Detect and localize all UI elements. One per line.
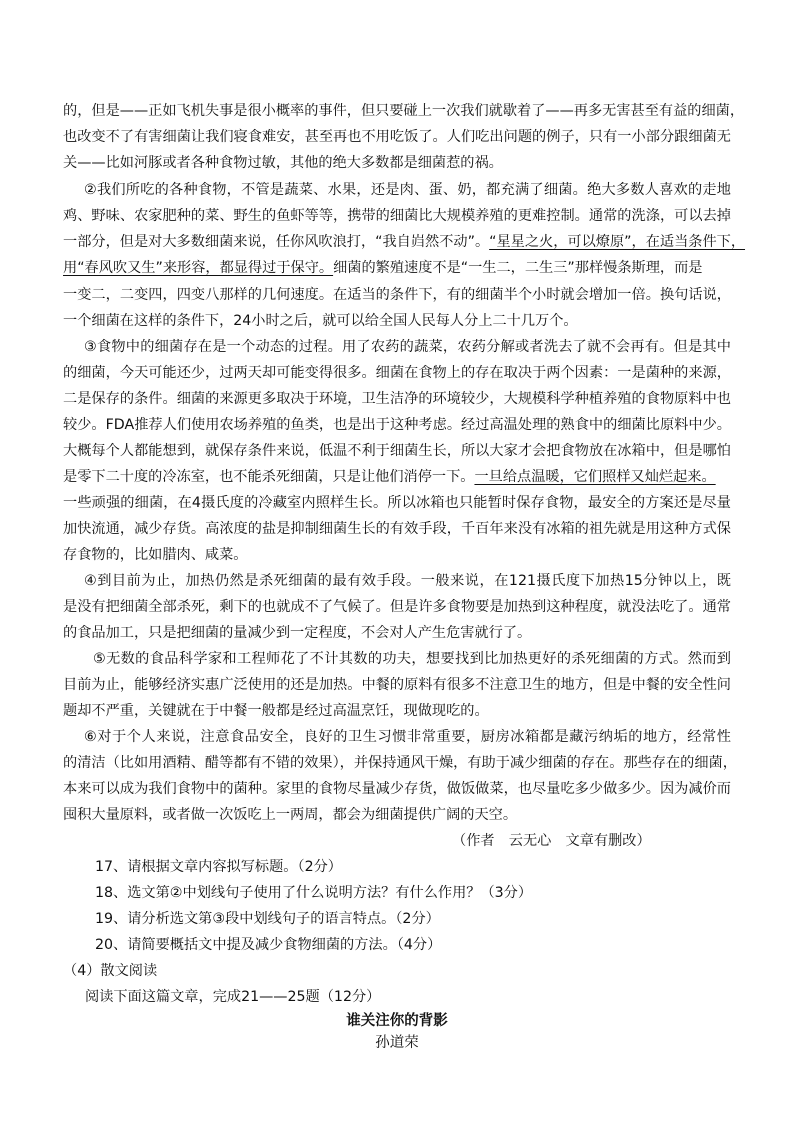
- text-line: 的食品加工，只是把细菌的量减少到一定程度，不会对人产生危害就行了。: [63, 625, 532, 641]
- text-line: 加快流通，减少存货。高浓度的盐是抑制细菌生长的有效手段，千百年来没有冰箱的祖先就是用这种方式保: [63, 521, 731, 537]
- text-line: 囤积大量原料，或者做一次饭吃上一两周，都会为细菌提供广阔的天空。: [63, 807, 518, 823]
- text-line: 也改变不了有害细菌让我们寝食难安，甚至再也不用吃饭了。人们吃出问题的例子，只有一小部分跟细菌无: [63, 129, 731, 145]
- text-line: 的，但是——正如飞机失事是很小概率的事件，但只要碰上一次我们就歇着了——再多无害甚至有益的细菌，: [63, 103, 745, 119]
- question-20: 20、请简要概括文中提及减少食物细菌的方法。（4分）: [95, 937, 442, 953]
- underlined-sentence: 一旦给点温暖，它们照样又灿烂起来。: [474, 469, 716, 485]
- text-line: 大概每个人都能想到，就保存条件来说，低温不利于细菌生长，所以大家才会把食物放在冰箱中，但是哪怕: [63, 443, 731, 459]
- underlined-sentence: 用“春风吹又生”来形容，都显得过于保守。: [63, 260, 334, 276]
- section-instruction: 阅读下面这篇文章，完成21——25题（12分）: [85, 989, 381, 1005]
- text-line: 一个细菌在这样的条件下，24小时之后，就可以给全国人民每人分上二十几万个。: [63, 313, 578, 329]
- text-line: ③食物中的细菌存在是一个动态的过程。用了农药的蔬菜，农药分解或者洗去了就不会再有。但是其中: [84, 339, 731, 355]
- text-line: ②我们所吃的各种食物，不管是蔬菜、水果，还是肉、蛋、奶，都充满了细菌。绝大多数人喜欢的走地: [84, 182, 731, 198]
- section-label: （4）散文阅读: [63, 963, 158, 979]
- text-line: 较少。FDA推荐人们使用农场养殖的鱼类，也是出于这种考虑。经过高温处理的熟食中的细菌比原料中少。: [63, 417, 731, 433]
- text-segment: 细菌的繁殖速度不是“一生二，二生三”那样慢条斯理，而是: [333, 260, 703, 276]
- text-line: 的细菌，今天可能还少，过两天却可能变得很多。细菌在食物上的存在取决于两个因素：一是菌种的来源，: [63, 365, 731, 381]
- essay-author: 孙道荣: [375, 1035, 419, 1051]
- text-line: [63, 232, 745, 252]
- text-line: ⑤无数的食品科学家和工程师花了不计其数的功夫，想要找到比加热更好的杀死细菌的方式。然而到: [93, 651, 731, 667]
- text-line: 一变二，二变四，四变八那样的几何速度。在适当的条件下，有的细菌半个小时就会增加一倍。换句话说，: [63, 287, 731, 303]
- text-line: 关——比如河豚或者各种食物过敏，其他的绝大多数都是细菌惹的祸。: [63, 155, 503, 171]
- text-line: 二是保存的条件。细菌的来源更多取决于环境，卫生洁净的环境较少，大规模科学种植养殖的食物原料中也: [63, 391, 731, 407]
- text-line: [63, 467, 716, 487]
- text-segment: 是零下二十度的冷冻室，也不能杀死细菌，只是让他们消停一下。: [63, 469, 475, 485]
- text-line: 是没有把细菌全部杀死，剩下的也就成不了气候了。但是许多食物要是加热到这种程度，就没法吃了。通常: [63, 599, 731, 615]
- question-19: 19、请分析选文第③段中划线句子的语言特点。（2分）: [95, 911, 440, 927]
- text-line: 一些顽强的细菌，在4摄氏度的冷藏室内照样生长。所以冰箱也只能暂时保存食物，最安全的方案还是尽量: [63, 495, 731, 511]
- text-line: 存食物的，比如腊肉、咸菜。: [63, 547, 248, 563]
- text-line: 的清洁（比如用酒精、醋等都有不错的效果），并保持通风干燥，有助于减少细菌的存在。那些存在的细菌，: [63, 755, 737, 771]
- text-line: [63, 258, 702, 278]
- question-18: 18、选文第②中划线句子使用了什么说明方法？有什么作用？（3分）: [95, 885, 533, 901]
- text-line: 题却不严重，关键就在于中餐一般都是经过高温烹饪，现做现吃的。: [63, 703, 489, 719]
- essay-title: 谁关注你的背影: [346, 1013, 448, 1029]
- question-17: 17、请根据文章内容拟写标题。（2分）: [95, 859, 342, 875]
- text-line: 本来可以成为我们食物中的菌种。家里的食物尽量减少存货，做饭做菜，也尽量吃多少做多少。因为减价而: [63, 781, 731, 797]
- text-line: 目前为止，能够经济实惠广泛使用的还是加热。中餐的原料有很多不注意卫生的地方，但是中餐的安全性问: [63, 677, 731, 693]
- text-segment: 一部分，但是对大多数细菌来说，任你风吹浪打，“我自岿然不动”。: [63, 234, 490, 250]
- text-line: ④到目前为止，加热仍然是杀死细菌的最有效手段。一般来说，在121摄氏度下加热15分钟以上，既: [84, 573, 731, 589]
- text-line: ⑥对于个人来说，注意食品安全，良好的卫生习惯非常重要，厨房冰箱都是藏污纳垢的地方，经常性: [84, 729, 731, 745]
- text-line: 鸡、野味、农家肥种的菜、野生的鱼虾等等，携带的细菌比大规模养殖的更难控制。通常的洗涤，可以去掉: [63, 208, 731, 224]
- author-attribution: （作者 云无心 文章有删改）: [452, 833, 651, 849]
- underlined-sentence: “星星之火，可以燎原”，在适当条件下，: [489, 234, 746, 250]
